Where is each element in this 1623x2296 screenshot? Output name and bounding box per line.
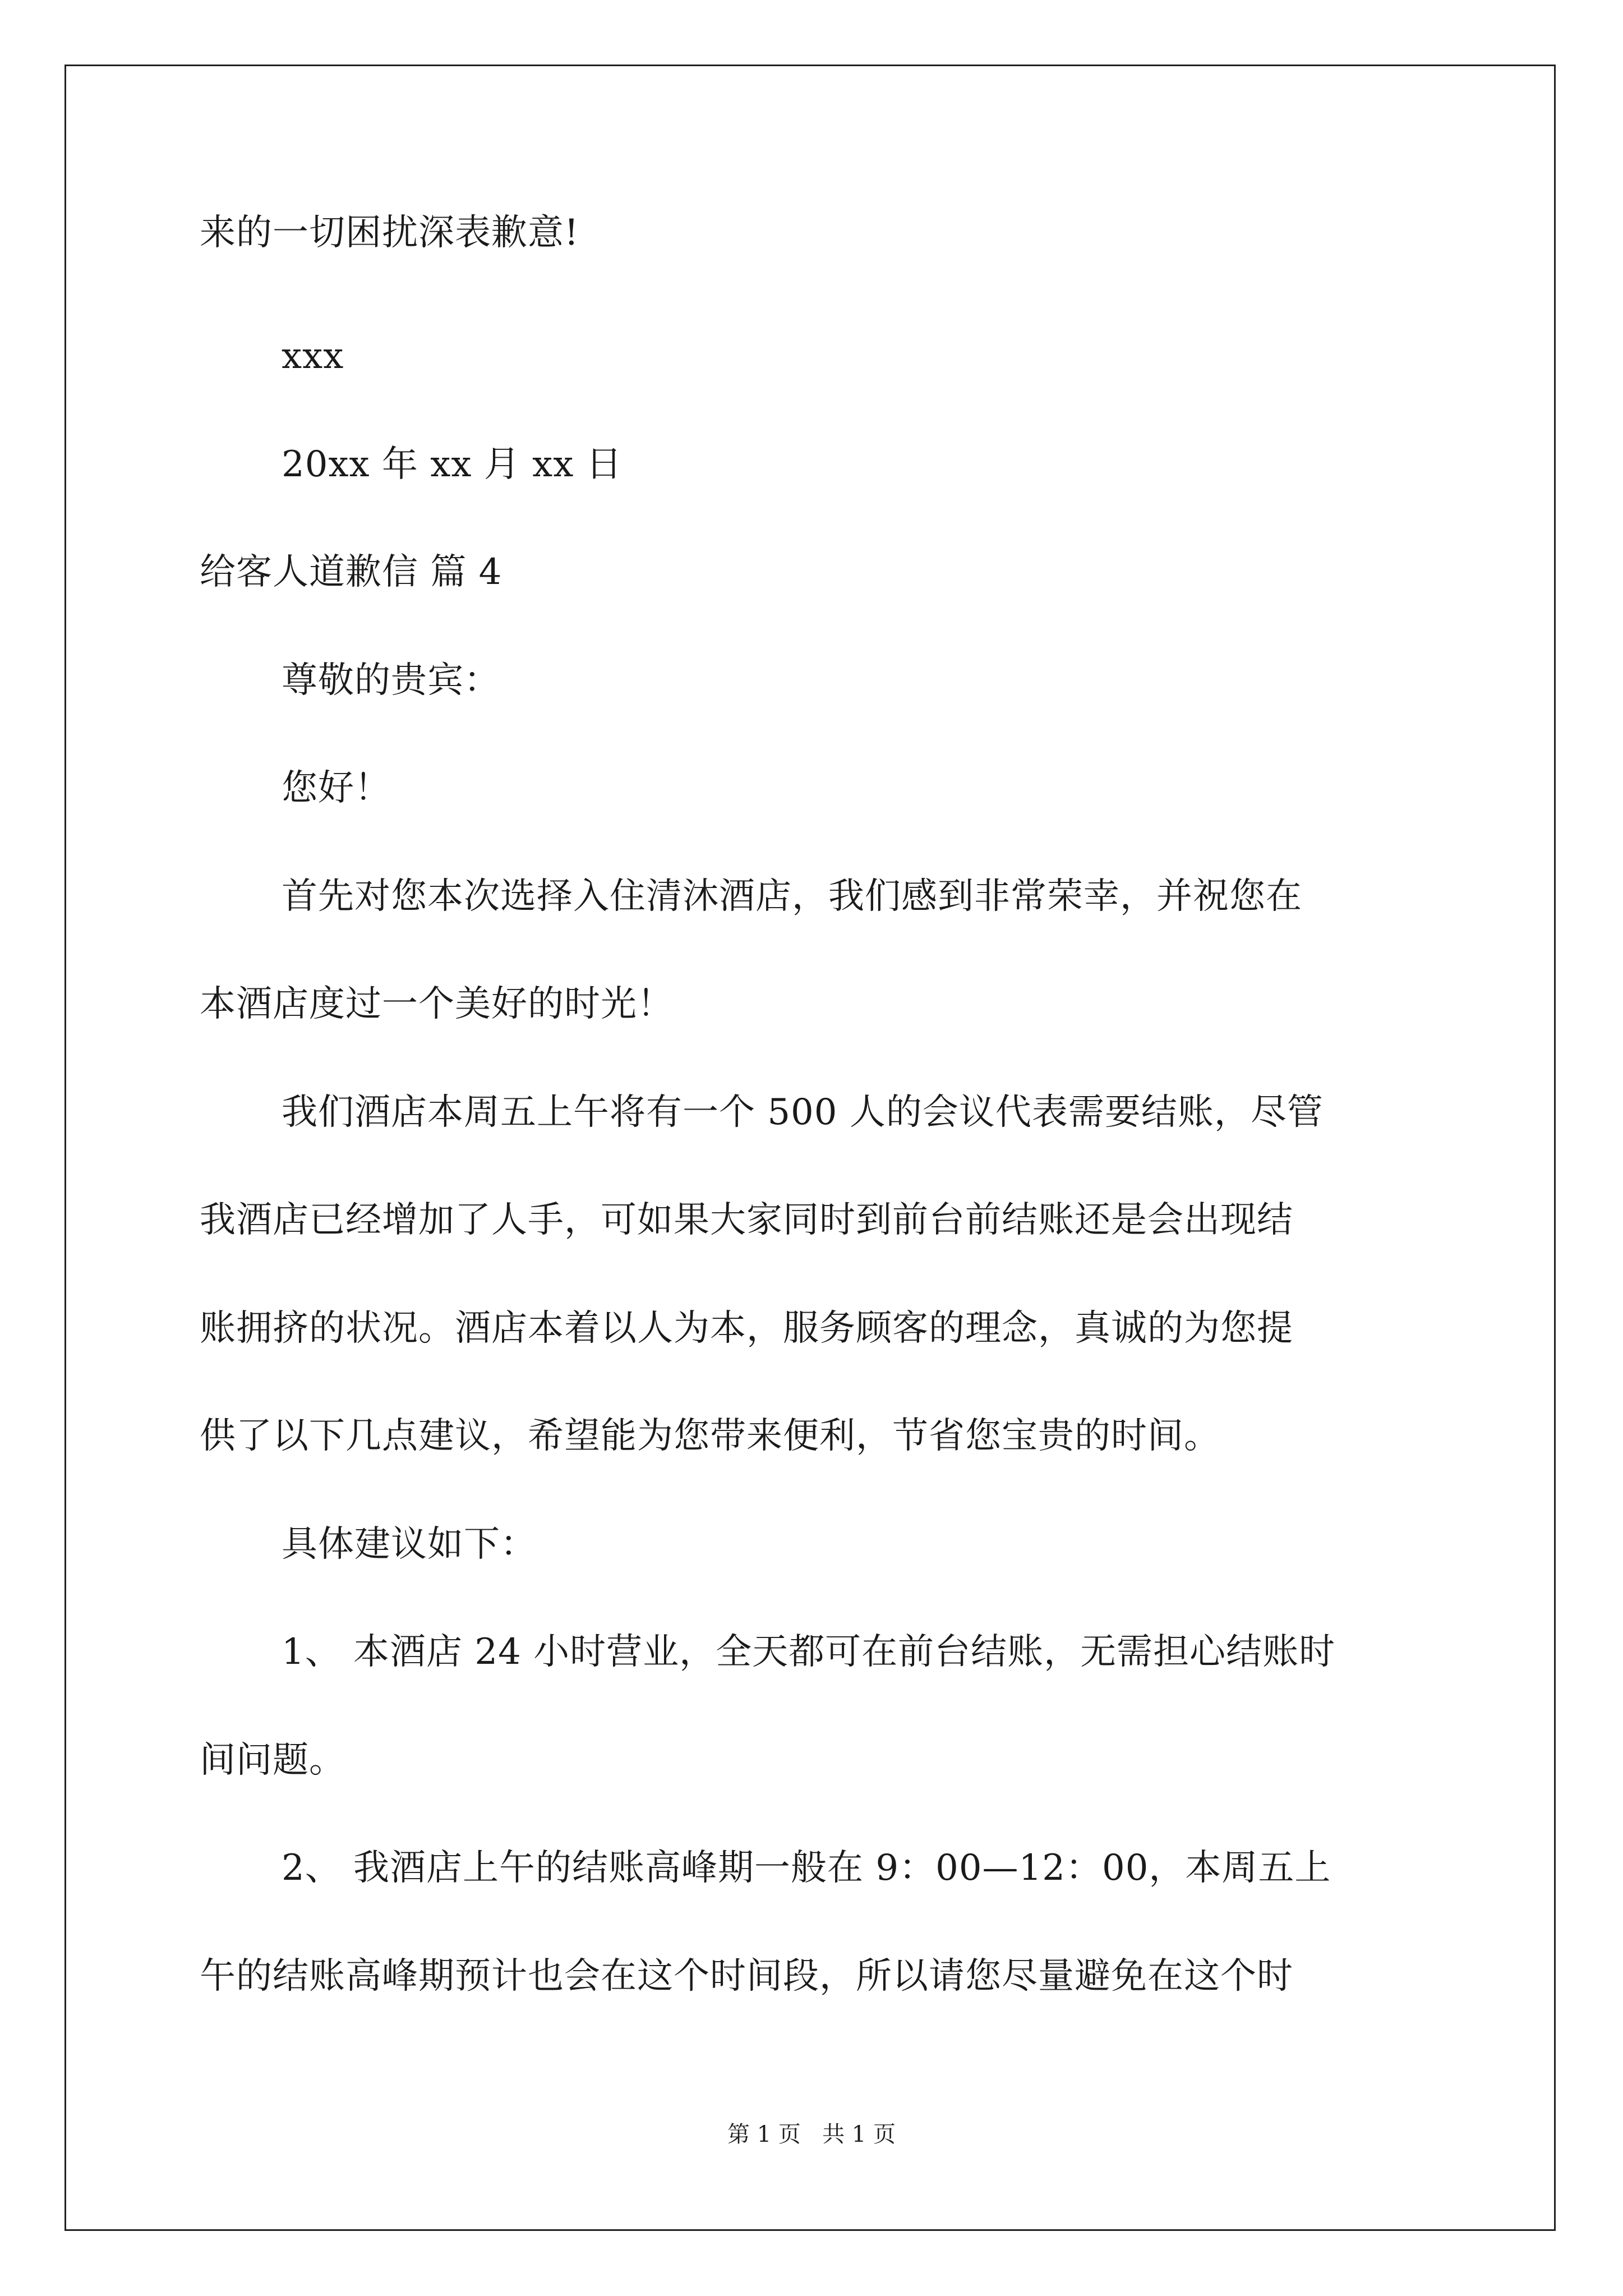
salutation: 尊敬的贵宾：: [282, 660, 500, 701]
list-item-line: 1、 本酒店 24 小时营业，全天都可在前台结账，无需担心结账时: [282, 1631, 1336, 1673]
paragraph-line: 我们酒店本周五上午将有一个 500 人的会议代表需要结账，尽管: [282, 1092, 1324, 1133]
paragraph-line: 账拥挤的状况。酒店本着以人为本，服务顾客的理念，真诚的为您提: [200, 1308, 1293, 1349]
date-line: 20xx 年 xx 月 xx 日: [282, 444, 623, 485]
paragraph-line: 首先对您本次选择入住清沐酒店，我们感到非常荣幸，并祝您在: [282, 876, 1302, 917]
list-item-line: 2、 我酒店上午的结账高峰期一般在 9：00—12：00，本周五上: [282, 1847, 1331, 1889]
paragraph-line: 具体建议如下：: [282, 1524, 537, 1565]
section-heading: 给客人道歉信 篇 4: [200, 551, 502, 593]
list-item-line: 间问题。: [200, 1740, 345, 1781]
paragraph-line: 我酒店已经增加了人手，可如果大家同时到前台前结账还是会出现结: [200, 1199, 1293, 1241]
greeting: 您好！: [282, 767, 391, 809]
paragraph-line: 本酒店度过一个美好的时光！: [200, 983, 674, 1025]
text-line: 来的一切困扰深表歉意!: [200, 212, 579, 254]
signature-line: xxx: [282, 335, 344, 377]
page-border: [64, 65, 1556, 2231]
paragraph-line: 供了以下几点建议，希望能为您带来便利，节省您宝贵的时间。: [200, 1415, 1220, 1457]
list-item-line: 午的结账高峰期预计也会在这个时间段，所以请您尽量避免在这个时: [200, 1955, 1293, 1997]
page-footer: 第 1 页 共 1 页: [727, 2122, 896, 2147]
